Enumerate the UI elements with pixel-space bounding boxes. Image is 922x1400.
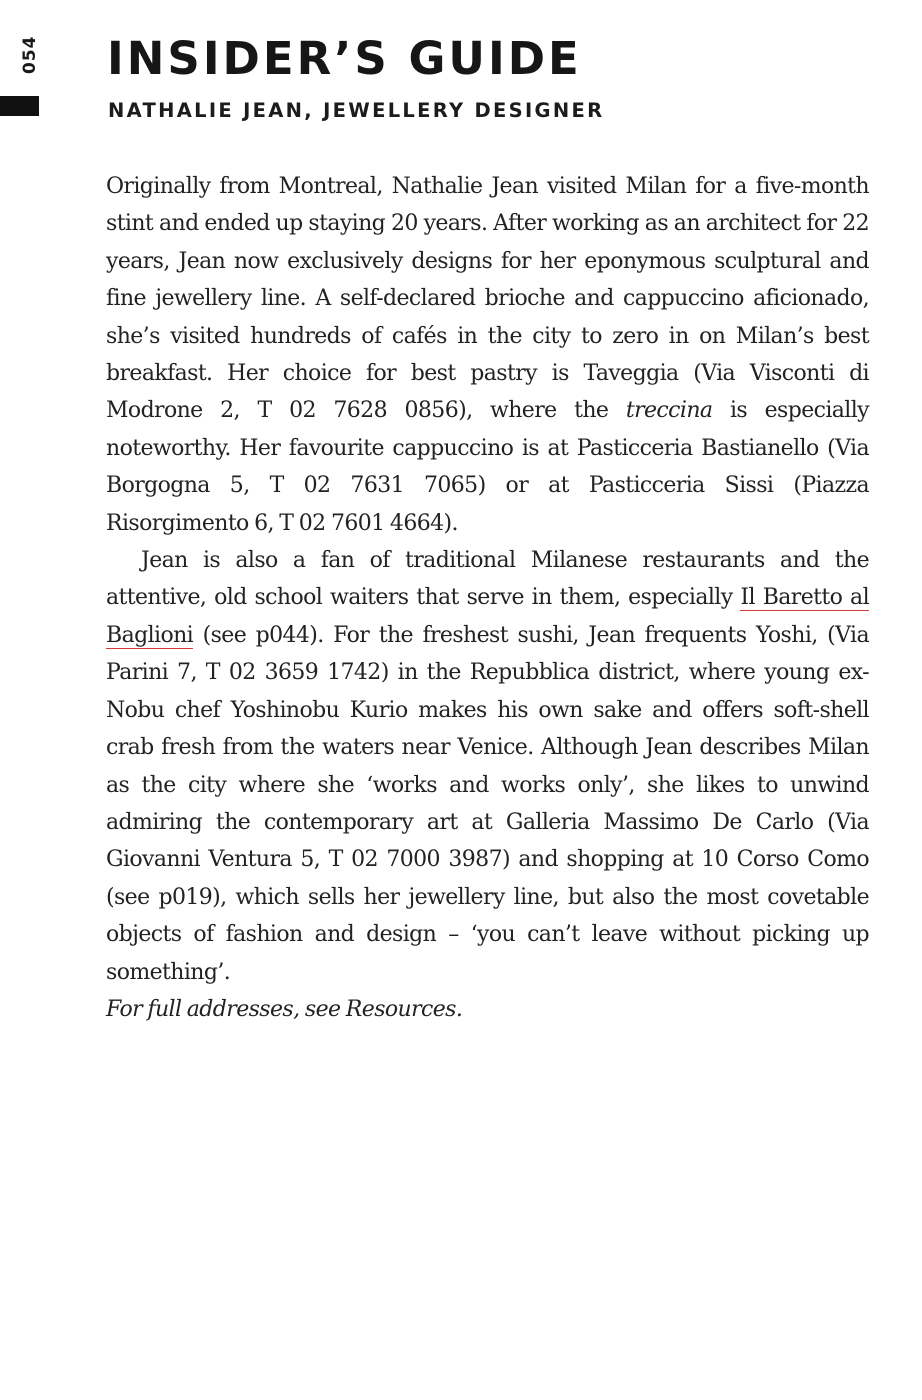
resources-footnote: For full addresses, see Resources. — [106, 996, 463, 1022]
paragraph-2-text-a: Jean is also a fan of traditional Milanese restaurants and the attentive, old school waiters that serve in them, especially — [106, 548, 869, 611]
page-subtitle: NATHALIE JEAN, JEWELLERY DESIGNER — [108, 99, 605, 122]
page-title: INSIDER’S GUIDE — [107, 32, 582, 85]
paragraph-1-text-b: is especially noteworthy. Her favourite cappuccino is at Pasticceria Bastianello (Via Borgogna 5, T 02 7631 7065) or at Pasticceria Sissi (Piazza Risorgimento 6, T 02 7601 4664). — [106, 398, 869, 536]
article-body — [106, 168, 869, 1028]
restaurant-link[interactable]: Il Baretto al Baglioni — [106, 585, 870, 648]
italic-term: treccina — [625, 398, 713, 424]
paragraph-1-text-a: Originally from Montreal, Nathalie Jean visited Milan for a five-month stint and ended up staying 20 years. After working as an architect for 22 years, Jean now exclusively designs for her eponymous sculptural and fine jewellery line. A self-declared brioche and cappuccino aficionado, she’s visited hundreds of cafés in the city to zero in on Milan’s best breakfast. Her choice for best pastry is Taveggia (Via Visconti di Modrone 2, T 02 7628 0856), where the — [106, 174, 869, 424]
article-paragraph-1 — [106, 168, 869, 542]
paragraph-2-text-b: (see p044). For the freshest sushi, Jean frequents Yoshi, (Via Parini 7, T 02 3659 1742) in the Repubblica district, where young ex-Nobu chef Yoshinobu Kurio makes his own sake and offers soft-shell crab fresh from the waters near Venice. Although Jean describes Milan as the city where she ‘works and works only’, she likes to unwind admiring the contemporary art at Galleria Massimo De Carlo (Via Giovanni Ventura 5, T 02 7000 3987) and shopping at 10 Corso Como (see p019), which sells her jewellery line, but also the most covetable objects of fashion and design – ‘you can’t leave without picking up something’. — [106, 622, 869, 985]
article-paragraph-2 — [106, 542, 869, 991]
page-number: 054 — [20, 35, 40, 74]
page-edge-marker — [0, 96, 39, 116]
